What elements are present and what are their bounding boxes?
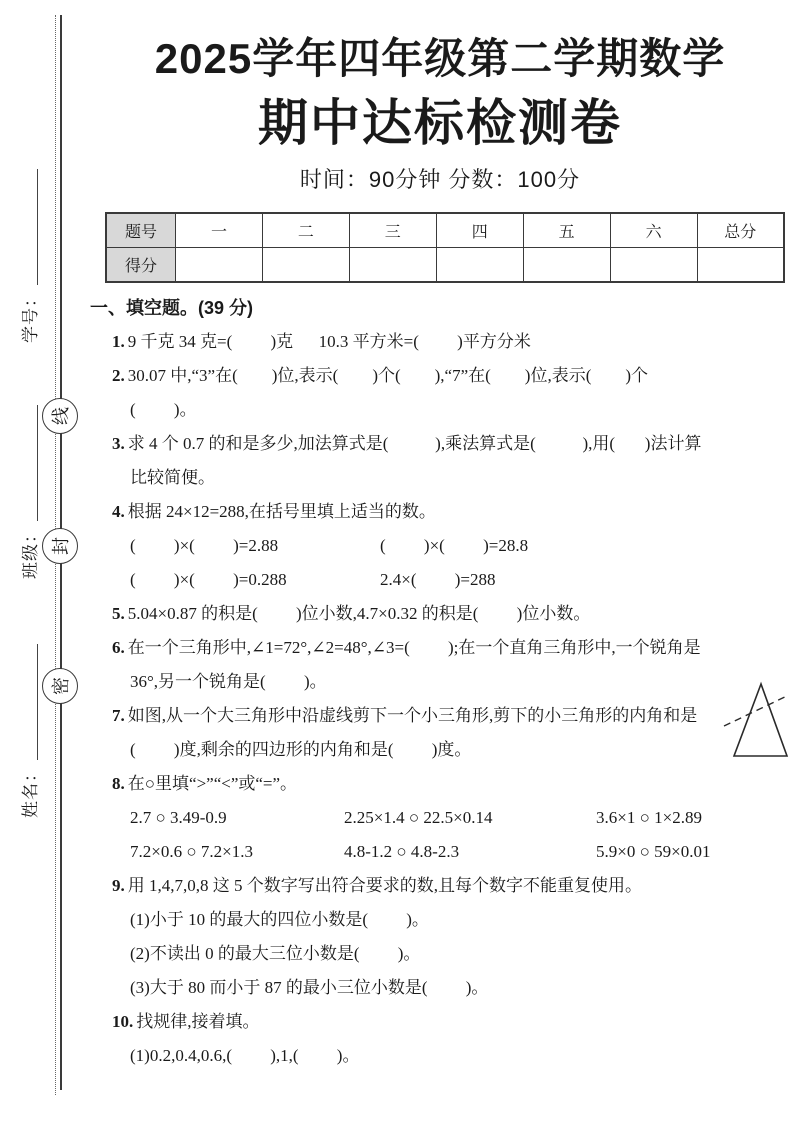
main-content (90, 0, 790, 1073)
student-id-blank-line (37, 169, 38, 285)
question-10-text: 找规律,接着填。 (136, 1012, 260, 1031)
score-col-4: 四 (436, 213, 523, 248)
question-5 (90, 597, 790, 631)
question-9-text: 用 1,4,7,0,8 这 5 个数字写出符合要求的数,且每个数字不能重复使用。 (127, 876, 642, 895)
q7-triangle-figure (723, 676, 791, 764)
question-7-number: 7. (112, 706, 125, 725)
seal-circle-mi (42, 668, 78, 704)
q8-item-5: 4.8-1.2 ○ 4.8-2.3 (344, 842, 460, 861)
question-9-sub1: (1)小于 10 的最大的四位小数是( )。 (130, 910, 429, 929)
question-8-compare-row2 (90, 835, 790, 869)
question-6-line2: 36°,另一个锐角是( )。 (130, 672, 327, 691)
name-label: 姓名： (21, 764, 40, 818)
question-10-sub1: (1)0.2,0.4,0.6,( ),1,( )。 (130, 1046, 360, 1065)
question-8-number: 8. (112, 774, 125, 793)
question-6 (90, 631, 790, 665)
question-4-text: 根据 24×12=288,在括号里填上适当的数。 (127, 502, 436, 521)
question-3-text: 求 4 个 0.7 的和是多少,加法算式是( ),乘法算式是( ),用( )法计算 (127, 434, 702, 453)
score-cell-2 (262, 248, 349, 283)
question-4-number: 4. (112, 502, 125, 521)
score-cell-3 (349, 248, 436, 283)
seal-char-mi: 密 (51, 677, 71, 695)
question-2-text: 30.07 中,“3”在( )位,表示( )个( ),“7”在( )位,表示( )个 (127, 366, 649, 385)
question-5-number: 5. (112, 604, 125, 623)
paper-title-line2: 期中达标检测卷 (258, 95, 622, 151)
question-6-text: 在一个三角形中,∠1=72°,∠2=48°,∠3=( );在一个直角三角形中,一个锐角是 (127, 638, 701, 657)
question-10-number: 10. (112, 1012, 134, 1031)
question-9-sub2: (2)不读出 0 的最大三位小数是( )。 (130, 944, 421, 963)
question-1-text: 9 千克 34 克=( )克 10.3 平方米=( )平方分米 (127, 332, 531, 351)
paper-title-line1: 2025学年四年级第二学期数学 (154, 35, 726, 82)
time-score-info: 时间：90分钟 分数：100分 (299, 167, 581, 192)
seal-char-xian: 线 (51, 407, 71, 425)
class-field-group (19, 399, 41, 579)
score-cell-1 (176, 248, 263, 283)
score-col-6: 六 (610, 213, 697, 248)
score-cell-total (697, 248, 784, 283)
score-col-2: 二 (262, 213, 349, 248)
score-table-header-row (106, 213, 784, 248)
triangle-shape (734, 684, 787, 756)
question-5-text: 5.04×0.87 的积是( )位小数,4.7×0.32 的积是( )位小数。 (127, 604, 591, 623)
score-cell-5 (523, 248, 610, 283)
class-label: 班级： (21, 525, 40, 579)
score-col-1: 一 (176, 213, 263, 248)
score-row-label-cell: 得分 (106, 248, 176, 283)
q4-eq-2a: ( )×( )=0.288 (130, 570, 287, 589)
question-6-number: 6. (112, 638, 125, 657)
score-col-5: 五 (523, 213, 610, 248)
score-col-3: 三 (349, 213, 436, 248)
q8-item-4: 7.2×0.6 ○ 7.2×1.3 (130, 842, 253, 861)
score-table-corner-cell: 题号 (106, 213, 176, 248)
question-9-sub3: (3)大于 80 而小于 87 的最小三位小数是( )。 (130, 978, 489, 997)
seal-circle-feng (42, 528, 78, 564)
score-cell-4 (436, 248, 523, 283)
question-9 (90, 869, 790, 903)
question-9-number: 9. (112, 876, 125, 895)
score-table (105, 212, 785, 283)
q4-eq-2b: 2.4×( )=288 (380, 570, 496, 589)
class-blank-line (37, 405, 38, 521)
question-10 (90, 1005, 790, 1039)
question-1-number: 1. (112, 332, 125, 351)
question-7-text: 如图,从一个大三角形中沿虚线剪下一个小三角形,剪下的小三角形的内角和是 (127, 706, 698, 725)
seal-char-feng: 封 (51, 537, 71, 555)
question-2 (90, 359, 790, 393)
question-8-text: 在○里填“>”“<”或“=”。 (127, 774, 298, 793)
name-field-group (19, 638, 41, 818)
question-2-number: 2. (112, 366, 125, 385)
student-id-label: 学号： (21, 289, 40, 343)
question-3 (90, 427, 790, 461)
question-8 (90, 767, 790, 801)
question-3-line2: 比较简便。 (130, 468, 215, 487)
q8-item-2: 2.25×1.4 ○ 22.5×0.14 (344, 808, 493, 827)
score-cell-6 (610, 248, 697, 283)
seal-circle-xian (42, 398, 78, 434)
question-4-equation-row2 (90, 563, 790, 597)
question-2-line2: ( )。 (130, 400, 197, 419)
q8-item-6: 5.9×0 ○ 59×0.01 (596, 842, 711, 861)
question-1 (90, 325, 790, 359)
q8-item-1: 2.7 ○ 3.49-0.9 (130, 808, 227, 827)
q4-eq-1b: ( )×( )=28.8 (380, 536, 529, 555)
question-7-line2: ( )度,剩余的四边形的内角和是( )度。 (130, 740, 472, 759)
section-heading-fill-in-blanks: 一、填空题。(39 分) (90, 298, 254, 318)
dashed-cut-line (724, 695, 789, 726)
score-col-total: 总分 (697, 213, 784, 248)
q4-eq-1a: ( )×( )=2.88 (130, 536, 279, 555)
question-8-compare-row1 (90, 801, 790, 835)
question-7 (90, 699, 790, 733)
score-table-score-row (106, 248, 784, 283)
question-4-equation-row1 (90, 529, 790, 563)
q8-item-3: 3.6×1 ○ 1×2.89 (596, 808, 702, 827)
question-3-number: 3. (112, 434, 125, 453)
name-blank-line (37, 644, 38, 760)
question-4 (90, 495, 790, 529)
student-id-field-group (19, 163, 41, 343)
